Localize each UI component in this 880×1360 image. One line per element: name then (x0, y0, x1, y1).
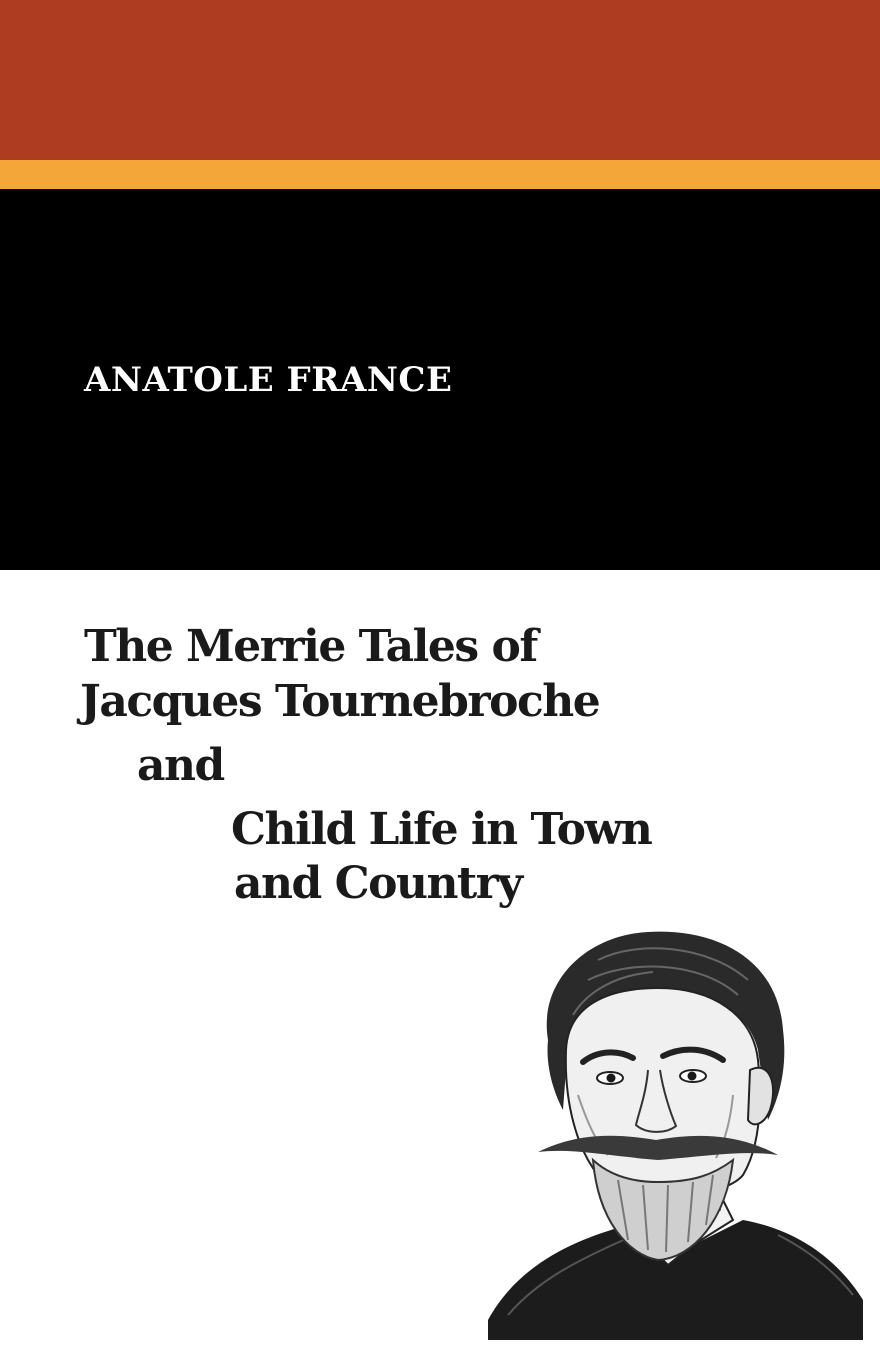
title-line-5: and Country (234, 858, 522, 909)
title-line-2: Jacques Tournebroche (80, 676, 600, 727)
accent-stripe (0, 160, 880, 189)
author-name: ANATOLE FRANCE (84, 360, 453, 400)
top-color-band (0, 0, 880, 160)
title-line-1: The Merrie Tales of (84, 621, 537, 672)
title-line-3: and (137, 740, 224, 791)
author-portrait-illustration (478, 920, 868, 1340)
title-line-4: Child Life in Town (231, 804, 652, 855)
